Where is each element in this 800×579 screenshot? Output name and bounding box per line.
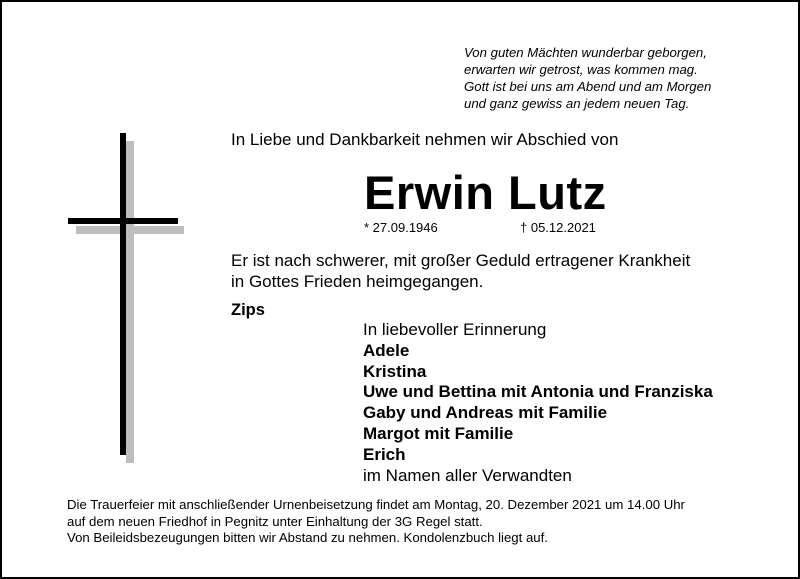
mourners-closing: im Namen aller Verwandten	[363, 465, 572, 485]
funeral-details	[67, 497, 685, 547]
mourner-name: Margot mit Familie	[363, 423, 514, 443]
message-line: Er ist nach schwerer, mit großer Geduld ertragener Krankheit	[231, 251, 691, 270]
message-line: in Gottes Frieden heimgegangen.	[231, 272, 484, 291]
poem-line: und ganz gewiss an jedem neuen Tag.	[464, 96, 690, 111]
mourners-heading: In liebevoller Erinnerung	[363, 320, 547, 339]
mourner-name: Gaby und Andreas mit Familie	[363, 403, 608, 423]
mourner-name: Erich	[363, 444, 406, 464]
footer-line: auf dem neuen Friedhof in Pegnitz unter Einhaltung der 3G Regel statt.	[67, 513, 483, 529]
birth-date: * 27.09.1946	[364, 220, 438, 235]
message	[231, 250, 690, 292]
place-name: Zips	[231, 301, 265, 319]
poem-line: Gott ist bei uns am Abend und am Morgen	[464, 79, 712, 94]
death-date: † 05.12.2021	[520, 220, 596, 235]
mourner-name: Adele	[363, 340, 410, 360]
deceased-name: Erwin Lutz	[364, 166, 607, 219]
mourners-list	[363, 320, 713, 486]
footer-line: Die Trauerfeier mit anschließender Urnenbeisetzung findet am Montag, 20. Dezember 2021 um 14.00 Uhr	[67, 497, 685, 512]
intro-text: In Liebe und Dankbarkeit nehmen wir Abschied von	[231, 130, 619, 149]
mourner-name: Kristina	[363, 361, 427, 381]
cross-icon	[68, 133, 184, 463]
poem	[464, 44, 784, 112]
poem-line: erwarten wir getrost, was kommen mag.	[464, 62, 698, 77]
mourner-name: Uwe und Bettina mit Antonia und Franziska	[363, 382, 713, 402]
footer-line: Von Beileidsbezeugungen bitten wir Abstand zu nehmen. Kondolenzbuch liegt auf.	[67, 530, 548, 545]
poem-line: Von guten Mächten wunderbar geborgen,	[464, 45, 707, 60]
